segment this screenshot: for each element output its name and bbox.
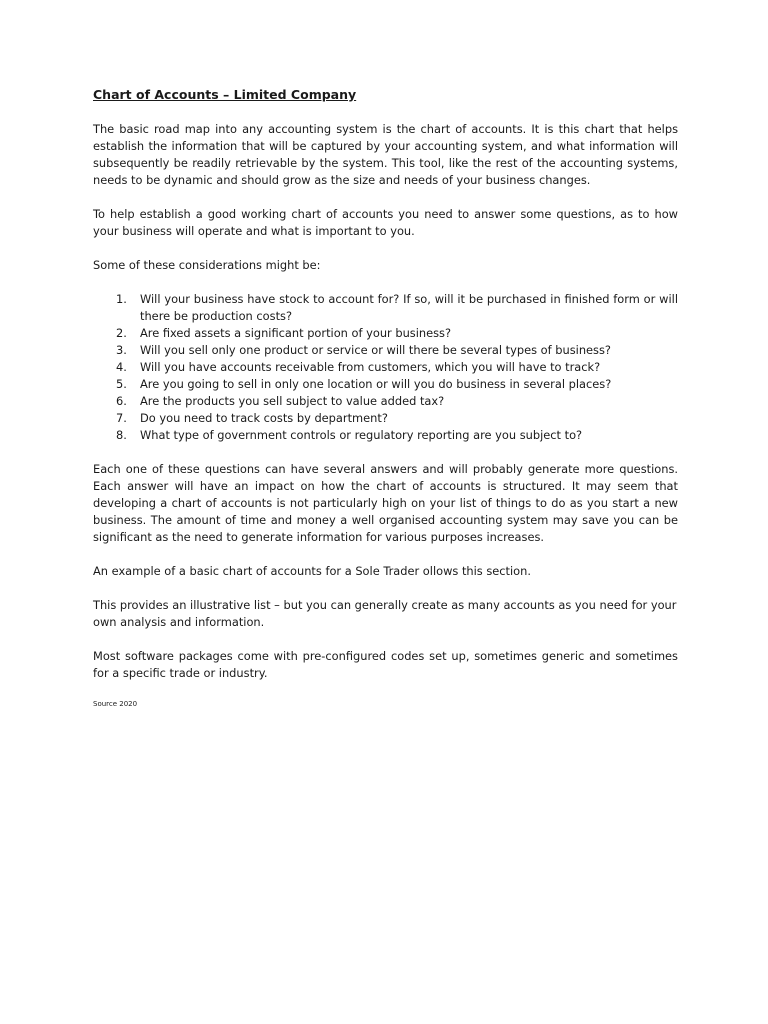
list-item-text: Are fixed assets a significant portion of your business? xyxy=(140,326,452,340)
list-item xyxy=(116,393,678,410)
intro-paragraph: The basic road map into any accounting system is the chart of accounts. It is this chart that helps establish the information that will be captured by your accounting system, and what information will subsequently be readily retrievable by the system. This tool, like the rest of the accounting systems, needs to be dynamic and should grow as the size and needs of your business changes. xyxy=(93,122,678,187)
software-paragraph: Most software packages come with pre-configured codes set up, sometimes generic and sometimes for a specific trade or industry. xyxy=(93,649,678,680)
list-item xyxy=(116,291,678,325)
list-item-number: 5. xyxy=(116,377,127,391)
list-item-text: Are the products you sell subject to value added tax? xyxy=(140,394,445,408)
list-item xyxy=(116,427,678,444)
considerations-lead: Some of these considerations might be: xyxy=(93,258,321,272)
list-item-text: Are you going to sell in only one location or will you do business in several places? xyxy=(140,377,612,391)
list-item-number: 8. xyxy=(116,428,127,442)
list-item-text: Will your business have stock to account for? If so, will it be purchased in finished form or will there be production costs? xyxy=(140,292,678,323)
list-item xyxy=(116,410,678,427)
source-note: Source 2020 xyxy=(93,700,138,708)
list-item-number: 7. xyxy=(116,411,127,425)
questions-list xyxy=(93,291,678,444)
list-item-text: What type of government controls or regulatory reporting are you subject to? xyxy=(140,428,583,442)
document-title: Chart of Accounts – Limited Company xyxy=(93,87,357,102)
list-item-number: 2. xyxy=(116,326,127,340)
list-item-number: 3. xyxy=(116,343,127,357)
help-paragraph: To help establish a good working chart of accounts you need to answer some questions, as to how your business will operate and what is important to you. xyxy=(93,207,678,238)
document-page xyxy=(93,86,678,709)
list-item xyxy=(116,342,678,359)
list-item xyxy=(116,376,678,393)
example-paragraph: An example of a basic chart of accounts for a Sole Trader ollows this section. xyxy=(93,564,531,578)
list-item-text: Will you have accounts receivable from customers, which you will have to track? xyxy=(140,360,601,374)
list-item-text: Will you sell only one product or service or will there be several types of business? xyxy=(140,343,611,357)
list-item xyxy=(116,359,678,376)
list-item xyxy=(116,325,678,342)
list-item-text: Do you need to track costs by department? xyxy=(140,411,388,425)
list-item-number: 1. xyxy=(116,292,127,306)
list-item-number: 4. xyxy=(116,360,127,374)
list-item-number: 6. xyxy=(116,394,127,408)
illustrative-paragraph: This provides an illustrative list – but you can generally create as many accounts as you need for your own analysis and information. xyxy=(93,598,677,629)
answers-paragraph: Each one of these questions can have several answers and will probably generate more questions. Each answer will have an impact on how the chart of accounts is structured. It may seem that developing a chart of accounts is not particularly high on your list of things to do as you start a new business. The amount of time and money a well organised accounting system may save you can be significant as the need to generate information for various purposes increases. xyxy=(93,462,678,544)
